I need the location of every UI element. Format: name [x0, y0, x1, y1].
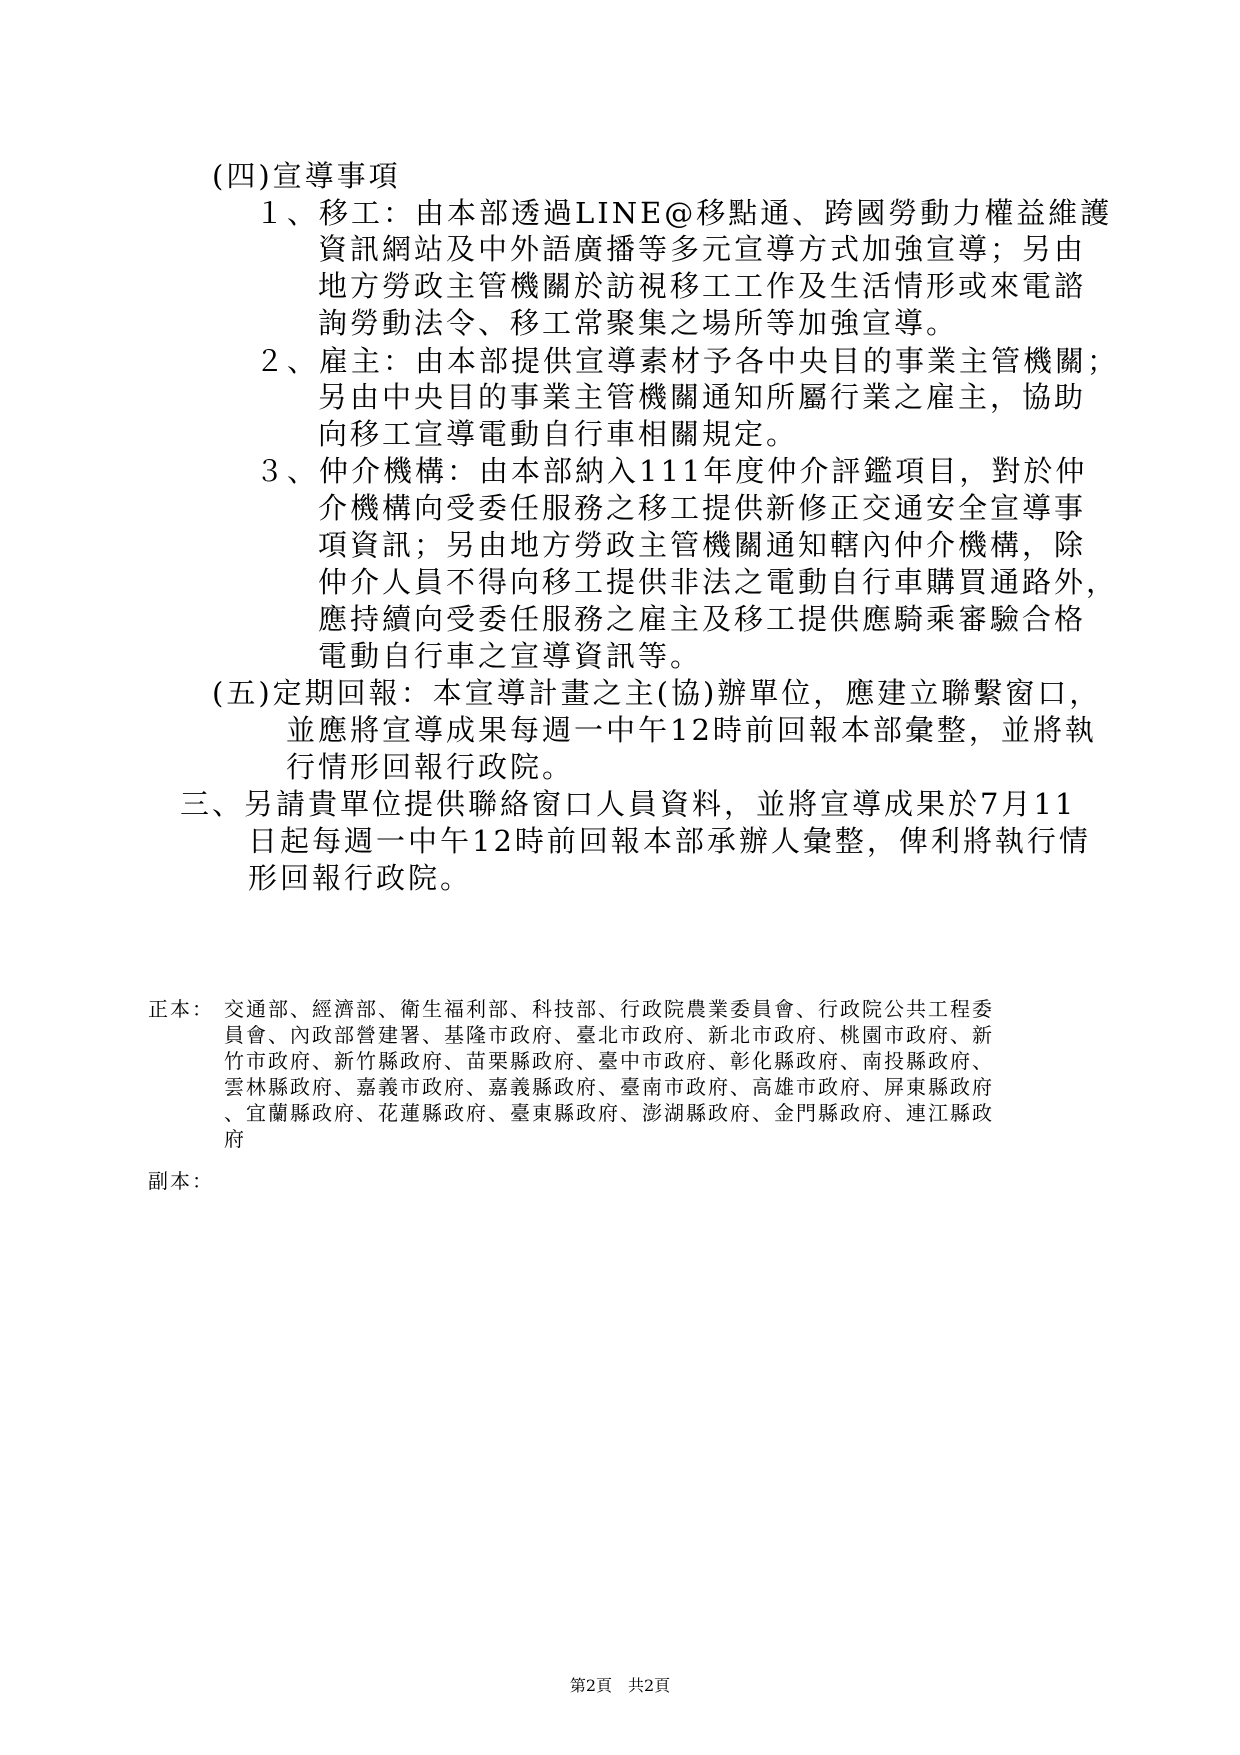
copy-recipients-label: 副本：: [148, 1169, 214, 1193]
main-recipients-line4: 雲林縣政府、嘉義市政府、嘉義縣政府、臺南市政府、高雄市政府、屏東縣政府: [224, 1075, 994, 1099]
main-recipients-line5: 、宜蘭縣政府、花蓮縣政府、臺東縣政府、澎湖縣政府、金門縣政府、連江縣政: [224, 1101, 994, 1125]
section4-item1-line2: 資訊網站及中外語廣播等多元宣導方式加強宣導；另由: [318, 232, 1087, 266]
section5-line3: 行情形回報行政院。: [286, 750, 575, 784]
page-total: 共2頁: [628, 1676, 671, 1695]
section3-line3: 形回報行政院。: [248, 861, 473, 895]
section4-item1-line1: １、移工：由本部透過LINE@移點通、跨國勞動力權益維護: [255, 196, 1113, 230]
section4-item2-line1: ２、雇主：由本部提供宣導素材予各中央目的事業主管機關；: [255, 344, 1120, 378]
section5-line2: 並應將宣導成果每週一中午12時前回報本部彙整，並將執: [286, 713, 1097, 747]
section4-item3-line1: ３、仲介機構：由本部納入111年度仲介評鑑項目，對於仲: [255, 454, 1088, 488]
section3-line2: 日起每週一中午12時前回報本部承辦人彙整，俾利將執行情: [248, 824, 1091, 858]
main-recipients-line6: 府: [224, 1127, 246, 1151]
section4-item3-line6: 電動自行車之宣導資訊等。: [318, 639, 703, 673]
section3-line1: 三、另請貴單位提供聯絡窗口人員資料，並將宣導成果於7月11: [180, 787, 1077, 821]
section4-item1-line3: 地方勞政主管機關於訪視移工工作及生活情形或來電諮: [318, 269, 1087, 303]
main-recipients-line3: 竹市政府、新竹縣政府、苗栗縣政府、臺中市政府、彰化縣政府、南投縣政府、: [224, 1049, 994, 1073]
section4-item1-line4: 詢勞動法令、移工常聚集之場所等加強宣導。: [318, 306, 959, 340]
section4-item3-line3: 項資訊；另由地方勞政主管機關通知轄內仲介機構，除: [318, 528, 1087, 562]
main-recipients-label: 正本：: [148, 997, 214, 1021]
section4-item2-line2: 另由中央目的事業主管機關通知所屬行業之雇主，協助: [318, 380, 1087, 414]
page-number: 第2頁: [569, 1676, 612, 1695]
section4-item2-line3: 向移工宣導電動自行車相關規定。: [318, 417, 799, 451]
page-footer: [0, 1676, 1240, 1696]
section4-item3-line5: 應持續向受委任服務之雇主及移工提供應騎乘審驗合格: [318, 602, 1087, 636]
main-recipients-line1: 交通部、經濟部、衛生福利部、科技部、行政院農業委員會、行政院公共工程委: [224, 997, 994, 1021]
section4-item3-line4: 仲介人員不得向移工提供非法之電動自行車購買通路外，: [318, 565, 1119, 599]
section4-heading: (四)宣導事項: [212, 159, 401, 193]
section5-line1: (五)定期回報：本宣導計畫之主(協)辦單位，應建立聯繫窗口，: [212, 676, 1102, 710]
section4-item3-line2: 介機構向受委任服務之移工提供新修正交通安全宣導事: [318, 491, 1087, 525]
main-recipients-line2: 員會、內政部營建署、基隆市政府、臺北市政府、新北市政府、桃園市政府、新: [224, 1023, 994, 1047]
